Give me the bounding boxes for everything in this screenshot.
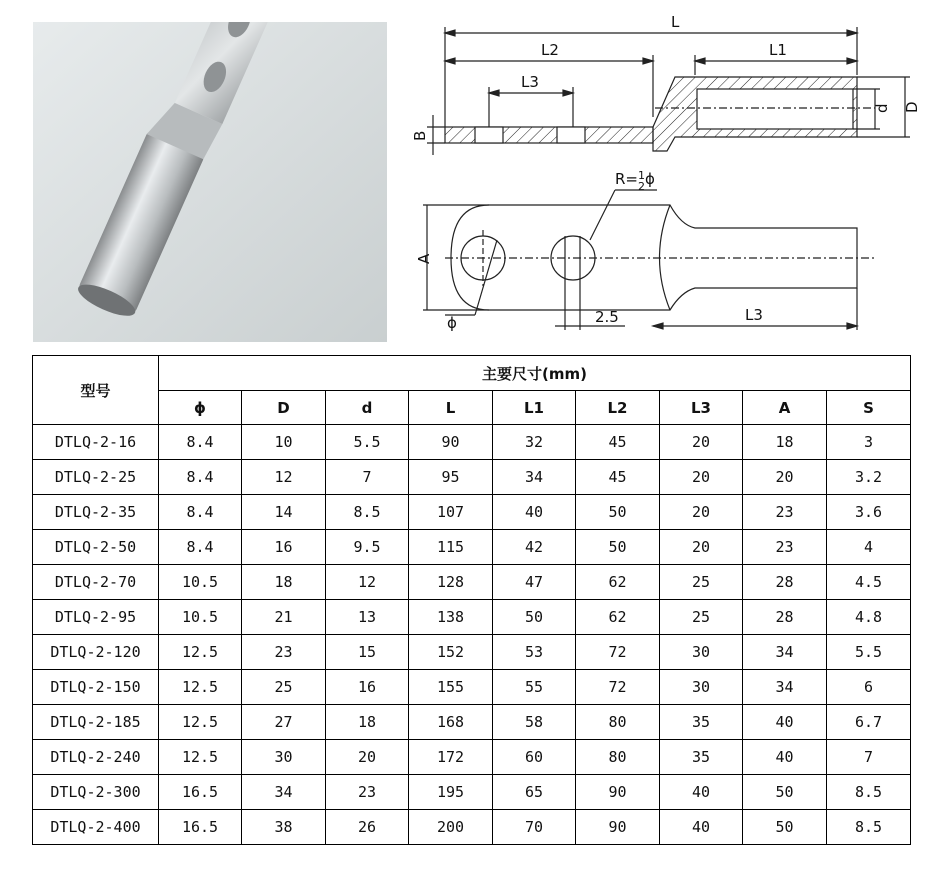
label-d: d — [873, 103, 891, 113]
value-cell: 4.5 — [827, 565, 911, 600]
value-cell: 20 — [660, 460, 743, 495]
value-cell: 18 — [242, 565, 326, 600]
value-cell: 4.8 — [827, 600, 911, 635]
label-R-den: 2 — [638, 180, 645, 193]
label-R-num: 1 — [638, 170, 645, 182]
col-header: d — [326, 391, 409, 425]
value-cell: 12.5 — [159, 705, 242, 740]
value-cell: 10 — [242, 425, 326, 460]
value-cell: 6 — [827, 670, 911, 705]
value-cell: 6.7 — [827, 705, 911, 740]
value-cell: 3.2 — [827, 460, 911, 495]
value-cell: 12 — [326, 565, 409, 600]
model-cell: DTLQ-2-240 — [33, 740, 159, 775]
model-cell: DTLQ-2-150 — [33, 670, 159, 705]
value-cell: 72 — [576, 635, 660, 670]
value-cell: 34 — [743, 635, 827, 670]
value-cell: 40 — [743, 740, 827, 775]
value-cell: 34 — [743, 670, 827, 705]
value-cell: 30 — [660, 670, 743, 705]
table-row — [33, 425, 911, 460]
table-row — [33, 740, 911, 775]
value-cell: 115 — [409, 530, 493, 565]
value-cell: 20 — [326, 740, 409, 775]
col-header: ϕ — [159, 391, 242, 425]
table-row — [33, 670, 911, 705]
label-B: B — [411, 130, 429, 141]
value-cell: 40 — [660, 810, 743, 845]
value-cell: 95 — [409, 460, 493, 495]
value-cell: 90 — [576, 810, 660, 845]
col-header: L1 — [493, 391, 576, 425]
label-R-prefix: R= — [615, 170, 638, 188]
col-header: L — [409, 391, 493, 425]
value-cell: 90 — [409, 425, 493, 460]
value-cell: 12.5 — [159, 635, 242, 670]
value-cell: 45 — [576, 460, 660, 495]
value-cell: 34 — [493, 460, 576, 495]
table-row — [33, 705, 911, 740]
value-cell: 28 — [743, 600, 827, 635]
value-cell: 3.6 — [827, 495, 911, 530]
value-cell: 34 — [242, 775, 326, 810]
value-cell: 14 — [242, 495, 326, 530]
table-row — [33, 775, 911, 810]
value-cell: 107 — [409, 495, 493, 530]
value-cell: 138 — [409, 600, 493, 635]
value-cell: 30 — [660, 635, 743, 670]
model-cell: DTLQ-2-25 — [33, 460, 159, 495]
value-cell: 12.5 — [159, 740, 242, 775]
model-cell: DTLQ-2-300 — [33, 775, 159, 810]
value-cell: 30 — [242, 740, 326, 775]
value-cell: 35 — [660, 705, 743, 740]
value-cell: 26 — [326, 810, 409, 845]
value-cell: 20 — [660, 425, 743, 460]
model-cell: DTLQ-2-400 — [33, 810, 159, 845]
value-cell: 128 — [409, 565, 493, 600]
value-cell: 10.5 — [159, 565, 242, 600]
model-cell: DTLQ-2-70 — [33, 565, 159, 600]
label-L: L — [671, 13, 680, 31]
model-cell: DTLQ-2-120 — [33, 635, 159, 670]
value-cell: 13 — [326, 600, 409, 635]
model-cell: DTLQ-2-185 — [33, 705, 159, 740]
value-cell: 3 — [827, 425, 911, 460]
value-cell: 7 — [326, 460, 409, 495]
value-cell: 47 — [493, 565, 576, 600]
label-phi: ϕ — [447, 314, 457, 332]
value-cell: 152 — [409, 635, 493, 670]
value-cell: 35 — [660, 740, 743, 775]
value-cell: 27 — [242, 705, 326, 740]
value-cell: 20 — [743, 460, 827, 495]
value-cell: 53 — [493, 635, 576, 670]
col-header: D — [242, 391, 326, 425]
value-cell: 62 — [576, 565, 660, 600]
col-header: A — [743, 391, 827, 425]
label-L2: L2 — [541, 41, 559, 59]
value-cell: 62 — [576, 600, 660, 635]
value-cell: 10.5 — [159, 600, 242, 635]
table-row — [33, 635, 911, 670]
value-cell: 23 — [743, 530, 827, 565]
value-cell: 72 — [576, 670, 660, 705]
value-cell: 195 — [409, 775, 493, 810]
col-header: L2 — [576, 391, 660, 425]
value-cell: 90 — [576, 775, 660, 810]
model-header: 型号 — [33, 356, 159, 425]
main-dimensions-header: 主要尺寸(mm) — [159, 356, 911, 391]
value-cell: 172 — [409, 740, 493, 775]
value-cell: 50 — [576, 495, 660, 530]
value-cell: 168 — [409, 705, 493, 740]
value-cell: 12 — [242, 460, 326, 495]
model-cell: DTLQ-2-16 — [33, 425, 159, 460]
value-cell: 15 — [326, 635, 409, 670]
value-cell: 80 — [576, 705, 660, 740]
value-cell: 50 — [493, 600, 576, 635]
value-cell: 20 — [660, 495, 743, 530]
label-L3: L3 — [521, 73, 539, 91]
value-cell: 5.5 — [827, 635, 911, 670]
value-cell: 70 — [493, 810, 576, 845]
value-cell: 8.5 — [827, 810, 911, 845]
table-body — [33, 425, 911, 845]
value-cell: 7 — [827, 740, 911, 775]
table-row — [33, 495, 911, 530]
col-header: L3 — [660, 391, 743, 425]
value-cell: 4 — [827, 530, 911, 565]
label-L3-bottom: L3 — [745, 306, 763, 324]
value-cell: 40 — [660, 775, 743, 810]
model-cell: DTLQ-2-95 — [33, 600, 159, 635]
value-cell: 18 — [743, 425, 827, 460]
value-cell: 8.5 — [827, 775, 911, 810]
value-cell: 23 — [743, 495, 827, 530]
value-cell: 40 — [493, 495, 576, 530]
value-cell: 25 — [660, 600, 743, 635]
table-row — [33, 460, 911, 495]
value-cell: 38 — [242, 810, 326, 845]
value-cell: 9.5 — [326, 530, 409, 565]
value-cell: 155 — [409, 670, 493, 705]
value-cell: 50 — [743, 775, 827, 810]
value-cell: 16.5 — [159, 810, 242, 845]
value-cell: 21 — [242, 600, 326, 635]
product-photo — [33, 22, 387, 342]
value-cell: 8.4 — [159, 425, 242, 460]
value-cell: 16 — [326, 670, 409, 705]
label-A: A — [415, 253, 433, 264]
value-cell: 28 — [743, 565, 827, 600]
value-cell: 8.4 — [159, 495, 242, 530]
value-cell: 16.5 — [159, 775, 242, 810]
label-D: D — [903, 101, 921, 113]
dimension-table — [32, 355, 911, 845]
value-cell: 50 — [743, 810, 827, 845]
model-cell: DTLQ-2-35 — [33, 495, 159, 530]
side-view-drawing — [405, 5, 925, 165]
label-gap: 2.5 — [595, 308, 619, 326]
value-cell: 40 — [743, 705, 827, 740]
value-cell: 20 — [660, 530, 743, 565]
value-cell: 16 — [242, 530, 326, 565]
value-cell: 60 — [493, 740, 576, 775]
value-cell: 8.4 — [159, 460, 242, 495]
model-cell: DTLQ-2-50 — [33, 530, 159, 565]
value-cell: 32 — [493, 425, 576, 460]
value-cell: 80 — [576, 740, 660, 775]
value-cell: 42 — [493, 530, 576, 565]
value-cell: 45 — [576, 425, 660, 460]
value-cell: 18 — [326, 705, 409, 740]
value-cell: 8.5 — [326, 495, 409, 530]
value-cell: 23 — [326, 775, 409, 810]
value-cell: 58 — [493, 705, 576, 740]
table-row — [33, 600, 911, 635]
value-cell: 12.5 — [159, 670, 242, 705]
value-cell: 23 — [242, 635, 326, 670]
value-cell: 25 — [242, 670, 326, 705]
value-cell: 200 — [409, 810, 493, 845]
value-cell: 55 — [493, 670, 576, 705]
label-L1: L1 — [769, 41, 787, 59]
value-cell: 25 — [660, 565, 743, 600]
table-row — [33, 530, 911, 565]
table-row — [33, 810, 911, 845]
value-cell: 65 — [493, 775, 576, 810]
col-header: S — [827, 391, 911, 425]
top-view-drawing — [405, 170, 925, 345]
table-row — [33, 565, 911, 600]
label-R-suffix: ϕ — [645, 170, 655, 188]
value-cell: 50 — [576, 530, 660, 565]
value-cell: 5.5 — [326, 425, 409, 460]
value-cell: 8.4 — [159, 530, 242, 565]
